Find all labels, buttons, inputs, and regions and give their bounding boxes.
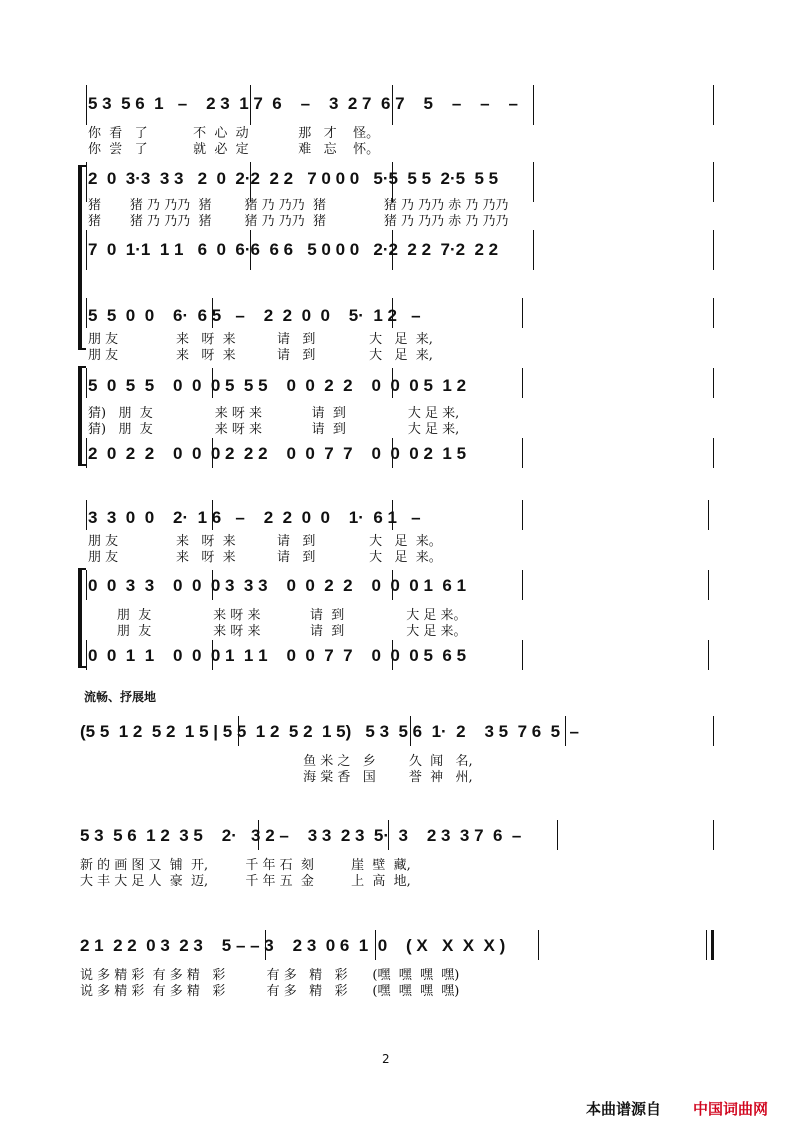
- melody-notes: 2 1 2 2 0 3 2 3 5 – – 3 2 3 0 6 1 0 ( X X X X ): [80, 936, 506, 955]
- barline: [533, 230, 534, 270]
- barline: [713, 820, 714, 850]
- harmony-upper-notes: 2 0 3·3 3 3 2 0 2·2 2 2 7 0 0 0 5·5 5 5 2·5 5 5: [88, 169, 499, 188]
- staff-bracket: [78, 165, 82, 350]
- barline: [86, 368, 87, 398]
- tempo-direction: 流畅、抒展地: [84, 690, 157, 704]
- barline: [533, 162, 534, 202]
- barline: [706, 930, 707, 960]
- melody-notes: 5 5 0 0 6· 6 5 – 2 2 0 0 5· 1 2 –: [88, 306, 421, 325]
- lyric-line-2: 说 多 精 彩 有 多 精 彩 有 多 精 彩 (嘿 嘿 嘿 嘿): [80, 984, 460, 999]
- lyric-line-2: 大 丰 大 足 人 豪 迈, 千 年 五 金 上 高 地,: [80, 874, 411, 889]
- intro-and-melody-notes: (5 5 1 2 5 2 1 5 | 5 5 1 2 5 2 1 5) 5 3 5 6 1· 2 3 5 7 6 5 –: [80, 722, 580, 741]
- footer-site-name[interactable]: 中国词曲网: [693, 1100, 769, 1118]
- barline: [713, 298, 714, 328]
- barline: [86, 85, 87, 125]
- staff-bracket: [78, 366, 82, 466]
- harmony-lower-notes: 0 0 1 1 0 0 0 1 1 1 0 0 7 7 0 0 0 5 6 5: [88, 646, 467, 665]
- barline: [86, 230, 87, 270]
- bracket-cap: [78, 366, 86, 368]
- lyric-line-2: 海 棠 香 国 誉 神 州,: [80, 770, 473, 785]
- lyric-line-2: 朋 友 来 呀 来 请 到 大 足 来。: [88, 624, 467, 639]
- lyric-line-1: 鱼 米 之 乡 久 闻 名,: [80, 754, 473, 769]
- lyric-line-2: 朋 友 来 呀 来 请 到 大 足 来。: [88, 550, 442, 565]
- barline: [713, 230, 714, 270]
- melody-notes: 3 3 0 0 2· 1 6 – 2 2 0 0 1· 6 1 –: [88, 508, 421, 527]
- melody-notes: 5 3 5 6 1 2 3 5 2· 3 2 – 3 3 2 3 5· 3 2 3 3 7 6 –: [80, 826, 522, 845]
- lyric-line-1: 朋 友 来 呀 来 请 到 大 足 来。: [88, 608, 467, 623]
- bracket-cap: [78, 165, 86, 167]
- staff-bracket: [78, 568, 82, 668]
- barline: [86, 570, 87, 600]
- page-number: 2: [382, 1052, 390, 1066]
- barline: [713, 438, 714, 468]
- footer-source-label: 本曲谱源自: [586, 1100, 662, 1118]
- bracket-cap: [78, 348, 86, 350]
- barline: [713, 85, 714, 125]
- barline: [86, 640, 87, 670]
- barline: [86, 298, 87, 328]
- lyric-line-1: 你 看 了 不 心 动 那 才 怪。: [88, 126, 380, 141]
- barline: [713, 162, 714, 202]
- melody-notes: 5 3 5 6 1 – 2 3 1 7 6 – 3 2 7 6 7 5 – – –: [88, 94, 518, 113]
- lyric-line-1: 猪 猪 乃 乃乃 猪 猪 乃 乃乃 猪 猪 乃 乃乃 赤 乃 乃乃: [88, 198, 509, 213]
- lyric-line-1: 朋 友 来 呀 来 请 到 大 足 来,: [88, 332, 433, 347]
- lyric-line-1: 朋 友 来 呀 来 请 到 大 足 来。: [88, 534, 442, 549]
- barline: [522, 368, 523, 398]
- barline: [713, 368, 714, 398]
- lyric-line-2: 猜) 朋 友 来 呀 来 请 到 大 足 来,: [88, 422, 460, 437]
- barline: [533, 85, 534, 125]
- barline: [522, 298, 523, 328]
- harmony-upper-notes: 0 0 3 3 0 0 0 3 3 3 0 0 2 2 0 0 0 1 6 1: [88, 576, 467, 595]
- repeat-end-barline: [711, 930, 714, 960]
- lyric-line-1: 猜) 朋 友 来 呀 来 请 到 大 足 来,: [88, 406, 460, 421]
- bracket-cap: [78, 464, 86, 466]
- barline: [708, 570, 709, 600]
- lyric-line-2: 朋 友 来 呀 来 请 到 大 足 来,: [88, 348, 433, 363]
- bracket-cap: [78, 568, 86, 570]
- lyric-line-2: 猪 猪 乃 乃乃 猪 猪 乃 乃乃 猪 猪 乃 乃乃 赤 乃 乃乃: [88, 214, 509, 229]
- barline: [708, 640, 709, 670]
- barline: [522, 570, 523, 600]
- lyric-line-1: 说 多 精 彩 有 多 精 彩 有 多 精 彩 (嘿 嘿 嘿 嘿): [80, 968, 460, 983]
- harmony-lower-notes: 7 0 1·1 1 1 6 0 6·6 6 6 5 0 0 0 2·2 2 2 7·2 2 2: [88, 240, 499, 259]
- barline: [522, 500, 523, 530]
- barline: [522, 438, 523, 468]
- barline: [522, 640, 523, 670]
- barline: [557, 820, 558, 850]
- lyric-line-2: 你 尝 了 就 必 定 难 忘 怀。: [88, 142, 380, 157]
- barline: [86, 162, 87, 202]
- bracket-cap: [78, 666, 86, 668]
- barline: [713, 716, 714, 746]
- harmony-upper-notes: 5 0 5 5 0 0 0 5 5 5 0 0 2 2 0 0 0 5 1 2: [88, 376, 467, 395]
- barline: [538, 930, 539, 960]
- harmony-lower-notes: 2 0 2 2 0 0 0 2 2 2 0 0 7 7 0 0 0 2 1 5: [88, 444, 467, 463]
- barline: [708, 500, 709, 530]
- barline: [86, 500, 87, 530]
- barline: [86, 438, 87, 468]
- lyric-line-1: 新 的 画 图 又 铺 开, 千 年 石 刻 崖 壁 藏,: [80, 858, 411, 873]
